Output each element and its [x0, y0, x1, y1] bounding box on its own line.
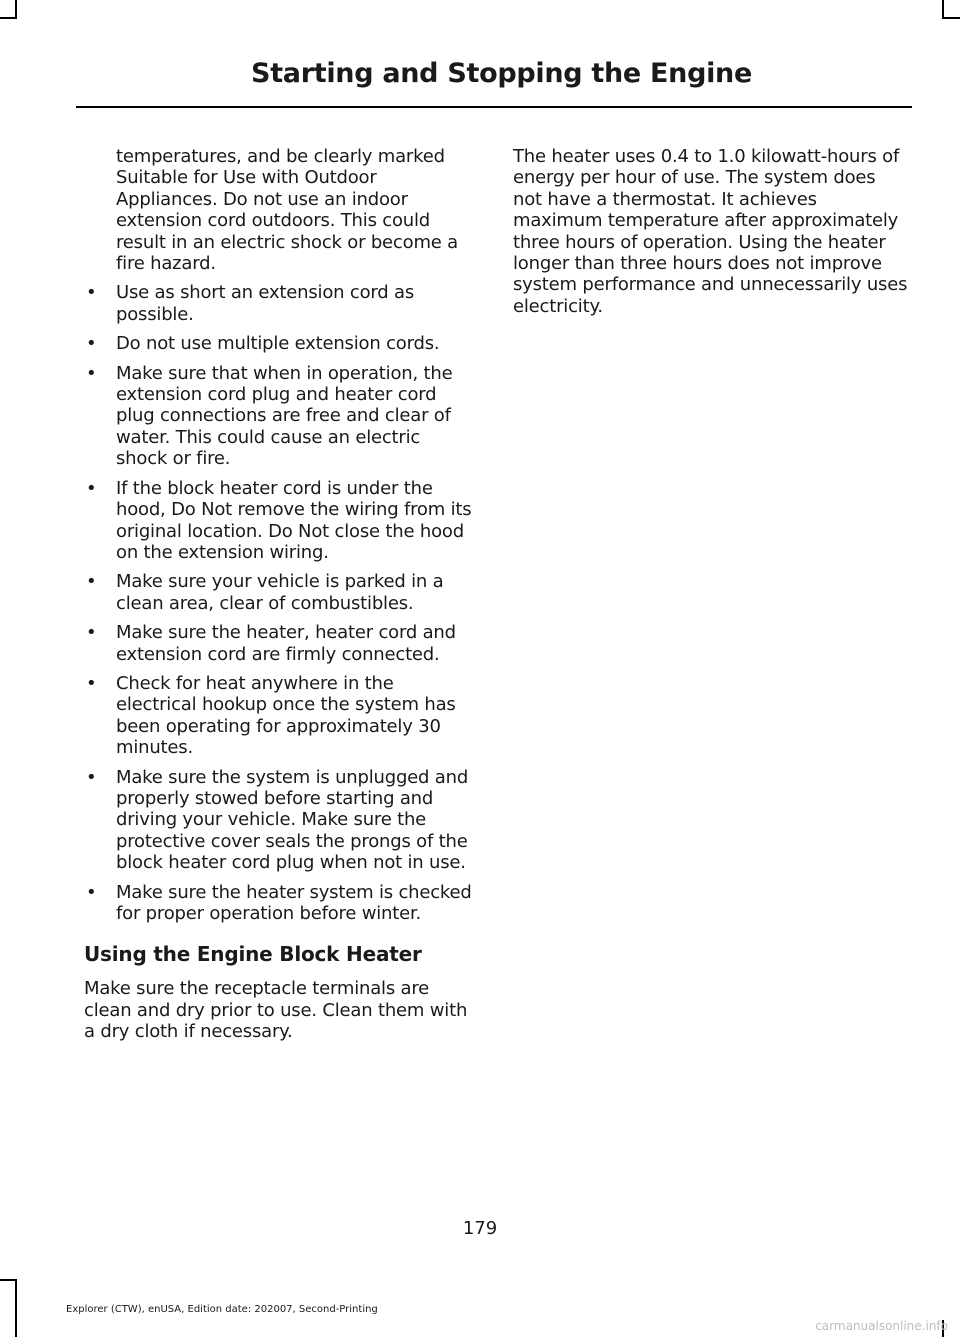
list-item-text: Do not use multiple extension cords.: [116, 333, 440, 355]
list-item: [84, 571, 476, 614]
list-item: [84, 767, 476, 874]
edition-footer: Explorer (CTW), enUSA, Edition date: 202007, Second-Printing: [66, 1304, 378, 1315]
crop-mark: [15, 0, 17, 18]
right-paragraph: The heater uses 0.4 to 1.0 kilowatt-hours of energy per hour of use. The system does not have a thermostat. It achieves maximum temperature after approximately three hours of operation. Using the heater longer than three hours does not improve system performance and unnecessarily uses electricity.: [513, 146, 908, 317]
crop-mark: [15, 1279, 17, 1337]
list-item: [84, 882, 476, 925]
list-item-text: Use as short an extension cord as possible.: [116, 282, 415, 325]
list-item: [84, 333, 476, 354]
watermark: carmanualsonline.info: [815, 1319, 948, 1333]
list-item: [84, 363, 476, 470]
section-paragraph: Make sure the receptacle terminals are clean and dry prior to use. Clean them with a dry cloth if necessary.: [84, 978, 468, 1043]
crop-mark: [0, 17, 17, 19]
list-item-text: Check for heat anywhere in the electrical hookup once the system has been operating for approximately 30 minutes.: [116, 672, 456, 759]
list-item: [84, 622, 476, 665]
bullet-icon: •: [86, 333, 97, 355]
list-item: [84, 673, 476, 759]
bullet-icon: •: [86, 362, 97, 384]
list-item: [84, 478, 476, 564]
list-item-text: Make sure the heater system is checked for proper operation before winter.: [116, 881, 472, 924]
bullet-icon: •: [86, 477, 97, 499]
list-item-text: Make sure the heater, heater cord and extension cord are firmly connected.: [116, 622, 456, 665]
bullet-icon: •: [86, 881, 97, 903]
bullet-icon: •: [86, 622, 97, 644]
list-item-text: Make sure that when in operation, the extension cord plug and heater cord plug connections are free and clear of water. This could cause an electric shock or fire.: [116, 362, 453, 470]
list-item-text: Make sure the system is unplugged and properly stowed before starting and driving your vehicle. Make sure the protective cover seals the prongs of the block heater cord plug when not in use.: [116, 766, 469, 874]
right-column: [513, 146, 908, 317]
bullet-icon: •: [86, 571, 97, 593]
crop-mark: [942, 0, 944, 18]
page-header: [76, 58, 912, 89]
crop-mark: [942, 17, 960, 19]
continued-paragraph: temperatures, and be clearly marked Suitable for Use with Outdoor Appliances. Do not use an indoor extension cord outdoors. This could result in an electric shock or become a fire hazard.: [116, 146, 459, 275]
list-item-text: Make sure your vehicle is parked in a clean area, clear of combustibles.: [116, 571, 444, 614]
crop-mark: [0, 1279, 17, 1281]
bullet-icon: •: [86, 282, 97, 304]
list-item-text: If the block heater cord is under the hood, Do Not remove the wiring from its original location. Do Not close the hood on the extension wiring.: [116, 477, 472, 563]
list-item: [84, 282, 476, 325]
page-number: 179: [462, 1218, 498, 1239]
header-rule: [76, 106, 912, 108]
bullet-icon: •: [86, 766, 97, 788]
bullet-icon: •: [86, 672, 97, 694]
left-column: [84, 146, 476, 1043]
page-title: Starting and Stopping the Engine: [251, 58, 752, 89]
section-heading: Using the Engine Block Heater: [84, 942, 422, 967]
bullet-list: [84, 282, 476, 924]
